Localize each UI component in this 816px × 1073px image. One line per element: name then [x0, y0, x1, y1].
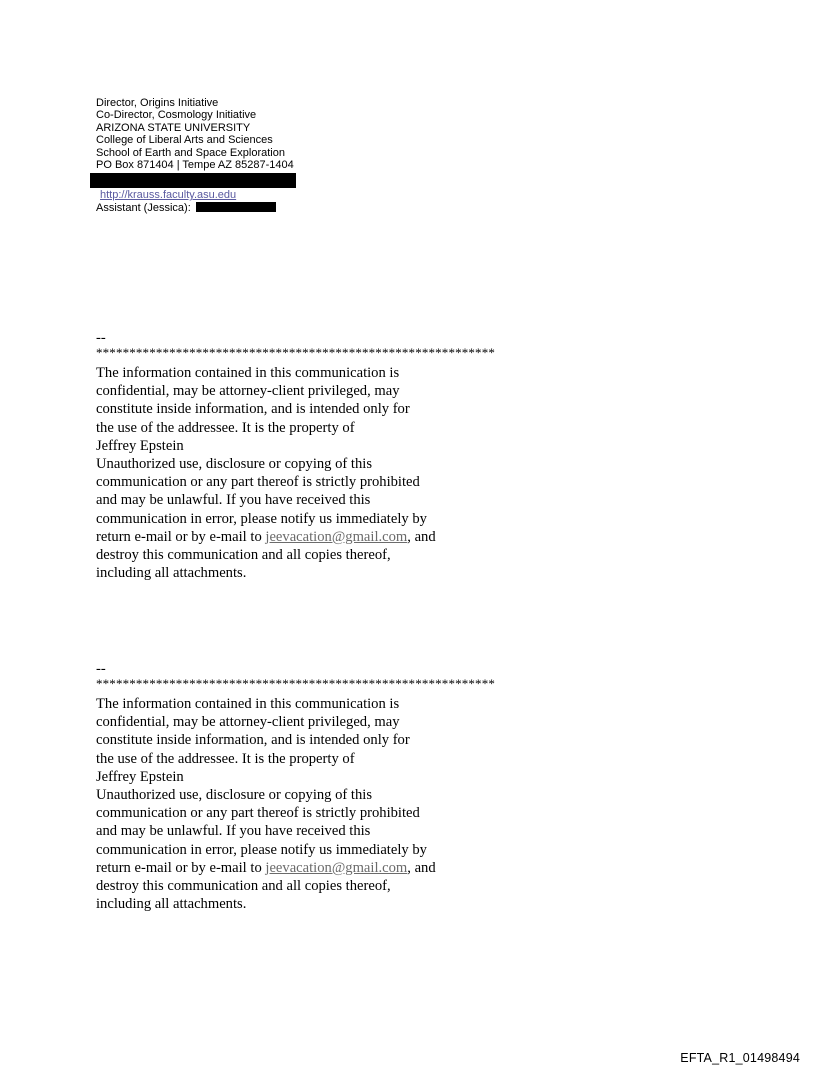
notice-line: The information contained in this communication is	[96, 696, 400, 712]
separator-dash: --	[96, 661, 106, 677]
notice-line: communication in error, please notify us immediately by	[96, 841, 427, 858]
confidentiality-notice	[96, 661, 616, 913]
notice-line: communication or any part thereof is strictly prohibited	[96, 474, 420, 491]
confidentiality-notice	[96, 330, 616, 582]
bates-number: EFTA_R1_01498494	[680, 1051, 800, 1065]
notice-line: communication in error, please notify us immediately by	[96, 510, 427, 527]
notice-line: confidential, may be attorney-client privileged, may	[96, 714, 400, 731]
redaction-box	[196, 202, 276, 212]
notice-email-line	[96, 528, 616, 546]
notice-line: Jeffrey Epstein	[96, 768, 184, 785]
notice-line: confidential, may be attorney-client privileged, may	[96, 383, 400, 400]
notice-line: communication or any part thereof is strictly prohibited	[96, 805, 420, 822]
email-signature	[96, 97, 426, 214]
faculty-website-link[interactable]: http://krauss.faculty.asu.edu	[100, 189, 237, 202]
signature-address: PO Box 871404 | Tempe AZ 85287-1404	[96, 159, 294, 172]
notice-email-line	[96, 859, 616, 877]
signature-title: Co-Director, Cosmology Initiative	[96, 109, 257, 122]
notice-line: the use of the addressee. It is the property of	[96, 750, 355, 767]
email-link[interactable]: jeevacation@gmail.com	[265, 859, 408, 876]
notice-line: destroy this communication and all copies thereof,	[96, 878, 391, 895]
notice-email-prefix: return e-mail or by e-mail to	[96, 859, 266, 876]
signature-school: School of Earth and Space Exploration	[96, 146, 285, 159]
notice-line: constitute inside information, and is intended only for	[96, 732, 410, 749]
notice-email-suffix: , and	[407, 528, 436, 545]
notice-line: Unauthorized use, disclosure or copying of this	[96, 456, 373, 473]
signature-university: ARIZONA STATE UNIVERSITY	[96, 121, 251, 134]
notice-line: including all attachments.	[96, 565, 247, 582]
notice-line: Jeffrey Epstein	[96, 437, 184, 454]
notice-email-prefix: return e-mail or by e-mail to	[96, 528, 266, 545]
notice-line: destroy this communication and all copies thereof,	[96, 547, 391, 564]
redaction-box	[90, 173, 296, 188]
assistant-label: Assistant (Jessica):	[96, 201, 191, 214]
notice-line: The information contained in this communication is	[96, 365, 400, 381]
notice-email-suffix: , and	[407, 859, 436, 876]
notice-line: the use of the addressee. It is the property of	[96, 419, 355, 436]
notice-line: constitute inside information, and is intended only for	[96, 401, 410, 418]
signature-college: College of Liberal Arts and Sciences	[96, 134, 273, 147]
notice-line: Unauthorized use, disclosure or copying of this	[96, 787, 373, 804]
separator-dash: --	[96, 330, 106, 346]
separator-stars: ************************************************************	[96, 345, 495, 360]
separator-stars: ************************************************************	[96, 676, 495, 691]
notice-line: and may be unlawful. If you have received this	[96, 823, 371, 840]
email-link[interactable]: jeevacation@gmail.com	[265, 528, 408, 545]
signature-title: Director, Origins Initiative	[96, 97, 219, 109]
notice-line: including all attachments.	[96, 896, 247, 913]
notice-line: and may be unlawful. If you have received this	[96, 492, 371, 509]
